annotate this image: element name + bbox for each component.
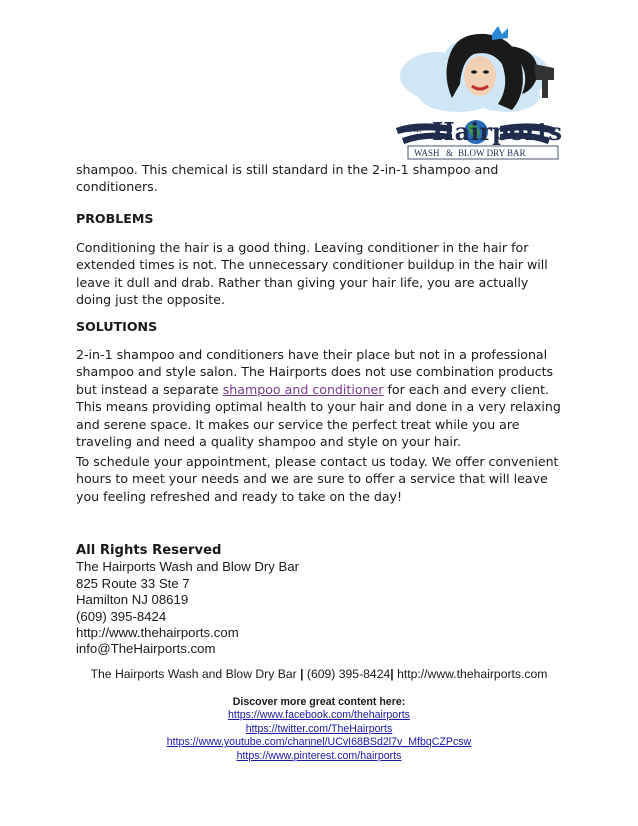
schedule-paragraph: To schedule your appointment, please contact us today. We offer convenient hours to meet your needs and we are sure to offer a service that will leave you feeling refreshed and ready to take on the day! bbox=[76, 454, 559, 504]
hairports-logo bbox=[388, 24, 564, 166]
contact-line bbox=[0, 667, 638, 681]
solutions-text-part-1: 2-in-1 shampoo and conditioners have their place but not in a professional shampoo and style salon. The Hairports does not use combination products but instead a separate bbox=[76, 347, 554, 397]
business-name: The Hairports Wash and Blow Dry Bar bbox=[76, 559, 300, 575]
svg-text:BLOW DRY BAR: BLOW DRY BAR bbox=[458, 148, 526, 158]
problems-text-block bbox=[76, 239, 566, 309]
shampoo-conditioner-link[interactable]: shampoo and conditioner bbox=[222, 381, 384, 397]
facebook-link[interactable]: https://www.facebook.com/thehairports bbox=[228, 709, 410, 722]
phone-number: (609) 395-8424 bbox=[76, 608, 167, 624]
schedule-text-block bbox=[76, 453, 566, 505]
separator: | bbox=[300, 667, 304, 681]
problems-section bbox=[76, 210, 566, 227]
email-address[interactable]: info@TheHairports.com bbox=[76, 641, 216, 657]
street-address: 825 Route 33 Ste 7 bbox=[76, 575, 190, 591]
svg-text:&: & bbox=[446, 148, 454, 158]
contact-phone: (609) 395-8424 bbox=[306, 667, 391, 681]
solutions-section bbox=[76, 318, 566, 335]
svg-text:WASH: WASH bbox=[414, 148, 440, 158]
city-address: Hamilton NJ 08619 bbox=[76, 592, 189, 608]
solutions-heading: SOLUTIONS bbox=[76, 319, 158, 334]
svg-text:Hairports: Hairports bbox=[432, 117, 563, 146]
solutions-text-part-2: for each and every client. This means providing optimal health to your hair and done in a very relaxing and serene space. It makes our service the perfect treat while you are traveling and need a quality shampoo and style on your hair. bbox=[76, 381, 561, 450]
intro-paragraph: shampoo. This chemical is still standard in the 2-in-1 shampoo and conditioners. bbox=[76, 162, 499, 195]
problems-heading: PROBLEMS bbox=[76, 211, 154, 226]
svg-text:THE: THE bbox=[404, 124, 422, 134]
pinterest-link[interactable]: https://www.pinterest.com/hairports bbox=[236, 749, 402, 762]
website-url[interactable]: http://www.thehairports.com bbox=[76, 625, 239, 641]
separator: | bbox=[390, 667, 394, 681]
rights-reserved: All Rights Reserved bbox=[76, 543, 222, 558]
discover-links bbox=[0, 696, 638, 763]
discover-title: Discover more great content here: bbox=[232, 696, 406, 708]
twitter-link[interactable]: https://twitter.com/TheHairports bbox=[245, 722, 393, 735]
footer-address bbox=[76, 543, 566, 658]
article-body bbox=[76, 161, 566, 196]
youtube-link[interactable]: https://www.youtube.com/channel/UCvI68BSd2l7v_MfbqCZPcsw bbox=[166, 736, 472, 749]
contact-business-name: The Hairports Wash and Blow Dry Bar bbox=[90, 667, 297, 681]
problems-paragraph: Conditioning the hair is a good thing. Leaving conditioner in the hair for extended times is not. The unnecessary conditioner buildup in the hair will leave it dull and drab. Rather than giving your hair life, you are actually doing just the opposite. bbox=[76, 240, 548, 308]
solutions-text-block bbox=[76, 346, 566, 450]
contact-url[interactable]: http://www.thehairports.com bbox=[397, 667, 548, 681]
solutions-paragraph bbox=[76, 346, 566, 450]
